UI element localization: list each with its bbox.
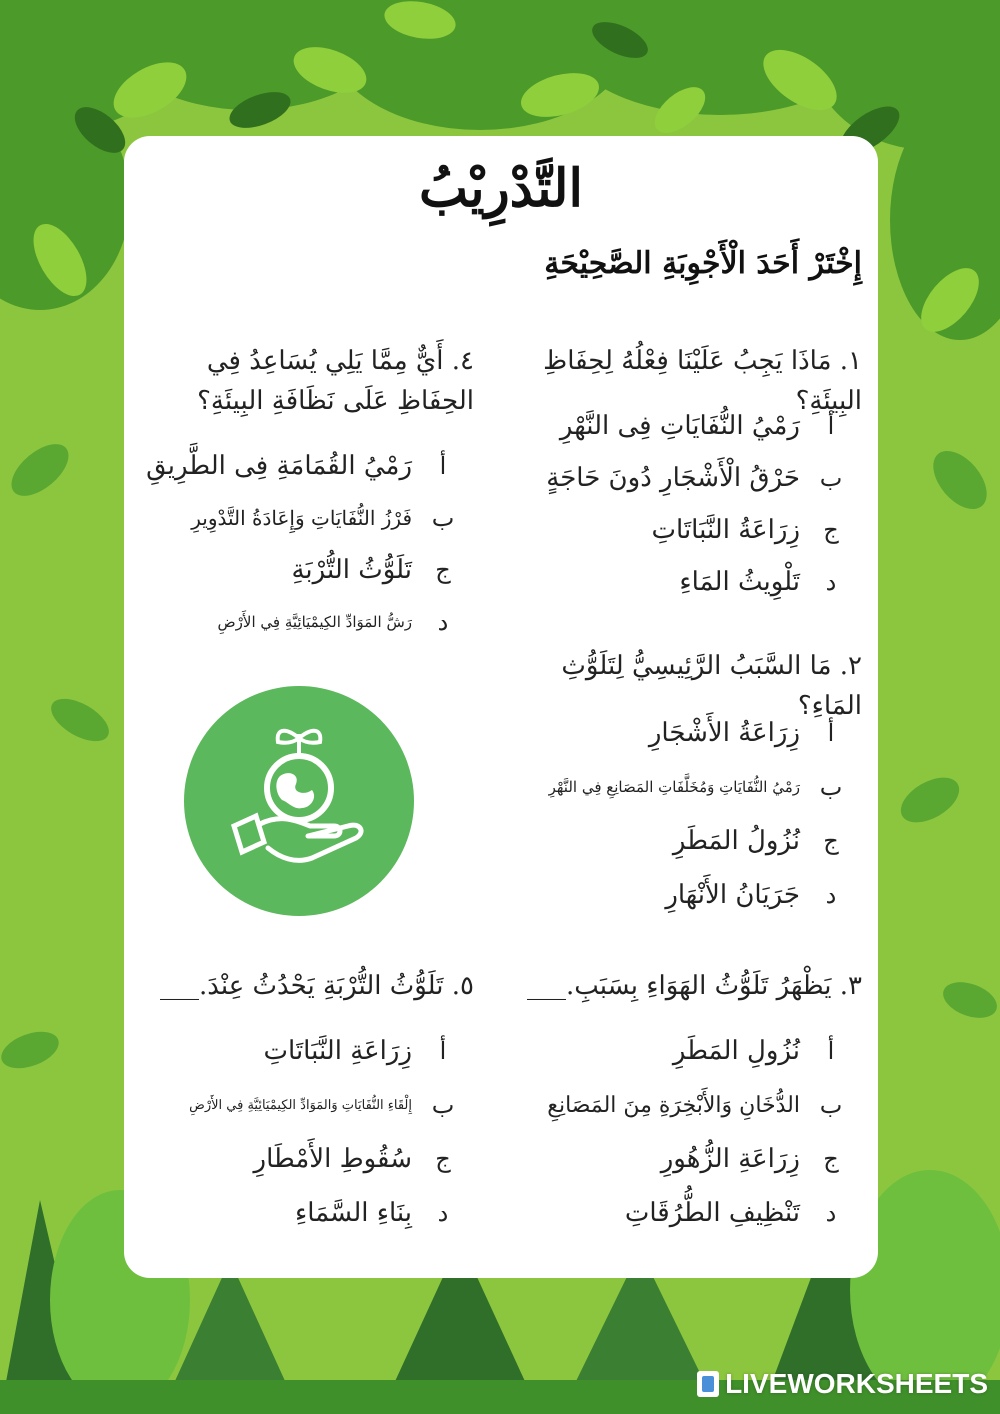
q3-option-d[interactable] bbox=[492, 1188, 862, 1238]
option-letter: ب bbox=[431, 504, 455, 532]
option-text: بِنَاءِ السَّمَاءِ bbox=[294, 1198, 412, 1228]
q3-option-b[interactable] bbox=[492, 1080, 862, 1130]
option-text: جَرَيَانُ الأَنْهَارِ bbox=[665, 880, 800, 910]
q5-option-d[interactable] bbox=[144, 1188, 474, 1238]
q5-option-a[interactable] bbox=[144, 1026, 474, 1076]
option-text: إِلْقَاءِ النُّفَايَاتِ وَالمَوَادِّ الكِيمْيَائِيَّةِ فِي الأَرْضِ bbox=[189, 1097, 412, 1113]
option-text: رَمْيُ النُّفَايَاتِ وَمُخَلَّفَاتِ المَصَانِعِ فِي النَّهْرِ bbox=[548, 778, 800, 796]
option-text: نُزُولِ المَطَرِ bbox=[672, 1036, 800, 1066]
option-text: زِرَاعَةِ الزُّهُورِ bbox=[660, 1144, 800, 1174]
option-letter: أ bbox=[827, 412, 835, 440]
q1-option-a[interactable] bbox=[492, 401, 862, 451]
option-letter: د bbox=[825, 1199, 837, 1227]
option-letter: د bbox=[437, 1199, 449, 1227]
q4-option-b[interactable] bbox=[144, 493, 474, 543]
option-letter: أ bbox=[439, 1037, 447, 1065]
q5-option-b[interactable] bbox=[144, 1080, 474, 1130]
worksheet-card bbox=[124, 136, 878, 1278]
option-text: زِرَاعَةُ النَّبَاتَاتِ bbox=[651, 515, 800, 545]
option-letter: ب bbox=[431, 1091, 455, 1119]
question-1-text: ١. مَاذَا يَجِبُ عَلَيْنَا فِعْلُهُ لِحِفَاظِ البِيئَةِ؟ bbox=[543, 346, 862, 416]
option-letter: ج bbox=[823, 516, 839, 544]
option-text: تَلَوُّثُ التُّرْبَةِ bbox=[291, 555, 412, 585]
liveworksheets-logo[interactable] bbox=[697, 1368, 988, 1400]
earth-in-hand-emblem bbox=[184, 686, 414, 916]
q1-option-d[interactable] bbox=[492, 557, 862, 607]
question-2-text: ٢. مَا السَّبَبُ الرَّئِيسِيُّ لِتَلَوُّثِ المَاءِ؟ bbox=[561, 651, 862, 721]
option-text: نُزُولُ المَطَرِ bbox=[672, 826, 800, 856]
option-text: زِرَاعَةِ النَّبَاتَاتِ bbox=[263, 1036, 412, 1066]
question-4-text: ٤. أَيٌّ مِمَّا يَلِي يُسَاعِدُ فِي الحِفَاظِ عَلَى نَظَافَةِ البِيئَةِ؟ bbox=[197, 346, 474, 416]
question-2 bbox=[492, 646, 862, 916]
option-letter: د bbox=[825, 568, 837, 596]
question-4 bbox=[144, 341, 474, 641]
instruction: إِخْتَرْ أَحَدَ الْأَجْوِبَةِ الصَّحِيْحَةِ bbox=[544, 246, 862, 281]
option-letter: ج bbox=[435, 556, 451, 584]
page-title: التَّدْرِيْبُ bbox=[419, 158, 583, 219]
option-letter: د bbox=[825, 881, 837, 909]
q2-option-c[interactable] bbox=[492, 816, 862, 866]
option-text: فَرْزُ النُّفَايَاتِ وَإِعَادَةُ التَّدْوِيرِ bbox=[191, 506, 412, 530]
question-5 bbox=[144, 966, 474, 1236]
brand-text: LIVEWORKSHEETS bbox=[725, 1368, 988, 1399]
question-5-text: ٥. تَلَوُّثُ التُّرْبَةِ يَحْدُثُ عِنْدَ.___ bbox=[160, 971, 474, 1001]
option-letter: أ bbox=[439, 452, 447, 480]
option-text: رَمْيُ النُّفَايَاتِ فِى النَّهْرِ bbox=[559, 411, 800, 441]
question-3-text: ٣. يَظْهَرُ تَلَوُّثُ الهَوَاءِ بِسَبَبِ.___ bbox=[526, 971, 862, 1001]
option-text: رَشُّ المَوَادِّ الكِيمْيَائِيَّةِ فِي الأَرْضِ bbox=[217, 613, 412, 631]
option-text: زِرَاعَةُ الأَشْجَارِ bbox=[648, 718, 800, 748]
q4-option-c[interactable] bbox=[144, 545, 474, 595]
q2-option-b[interactable] bbox=[492, 762, 862, 812]
option-letter: أ bbox=[827, 1037, 835, 1065]
option-letter: ب bbox=[819, 464, 843, 492]
q1-option-c[interactable] bbox=[492, 505, 862, 555]
question-3 bbox=[492, 966, 862, 1236]
option-text: رَمْيُ القُمَامَةِ فِى الطَّرِيقِ bbox=[146, 451, 412, 481]
option-letter: ب bbox=[819, 773, 843, 801]
option-text: سُقُوطِ الأَمْطَارِ bbox=[253, 1144, 412, 1174]
q3-option-a[interactable] bbox=[492, 1026, 862, 1076]
option-text: حَرْقُ الْأَشْجَارِ دُونَ حَاجَةٍ bbox=[546, 463, 800, 493]
q3-option-c[interactable] bbox=[492, 1134, 862, 1184]
q5-option-c[interactable] bbox=[144, 1134, 474, 1184]
q4-option-d[interactable] bbox=[144, 597, 474, 647]
option-letter: د bbox=[437, 608, 449, 636]
question-1 bbox=[492, 341, 862, 611]
option-letter: ب bbox=[819, 1091, 843, 1119]
q4-option-a[interactable] bbox=[144, 441, 474, 491]
option-text: تَلْوِيثُ المَاءِ bbox=[679, 567, 800, 597]
option-letter: ج bbox=[823, 827, 839, 855]
option-letter: أ bbox=[827, 719, 835, 747]
q1-option-b[interactable] bbox=[492, 453, 862, 503]
option-letter: ج bbox=[435, 1145, 451, 1173]
option-text: تَنْظِيفِ الطُّرُقَاتِ bbox=[624, 1198, 800, 1228]
liveworksheets-icon bbox=[697, 1371, 719, 1397]
q2-option-d[interactable] bbox=[492, 870, 862, 920]
option-text: الدُّخَانِ وَالأَبْخِرَةِ مِنَ المَصَانِعِ bbox=[547, 1092, 800, 1118]
option-letter: ج bbox=[823, 1145, 839, 1173]
q2-option-a[interactable] bbox=[492, 708, 862, 758]
